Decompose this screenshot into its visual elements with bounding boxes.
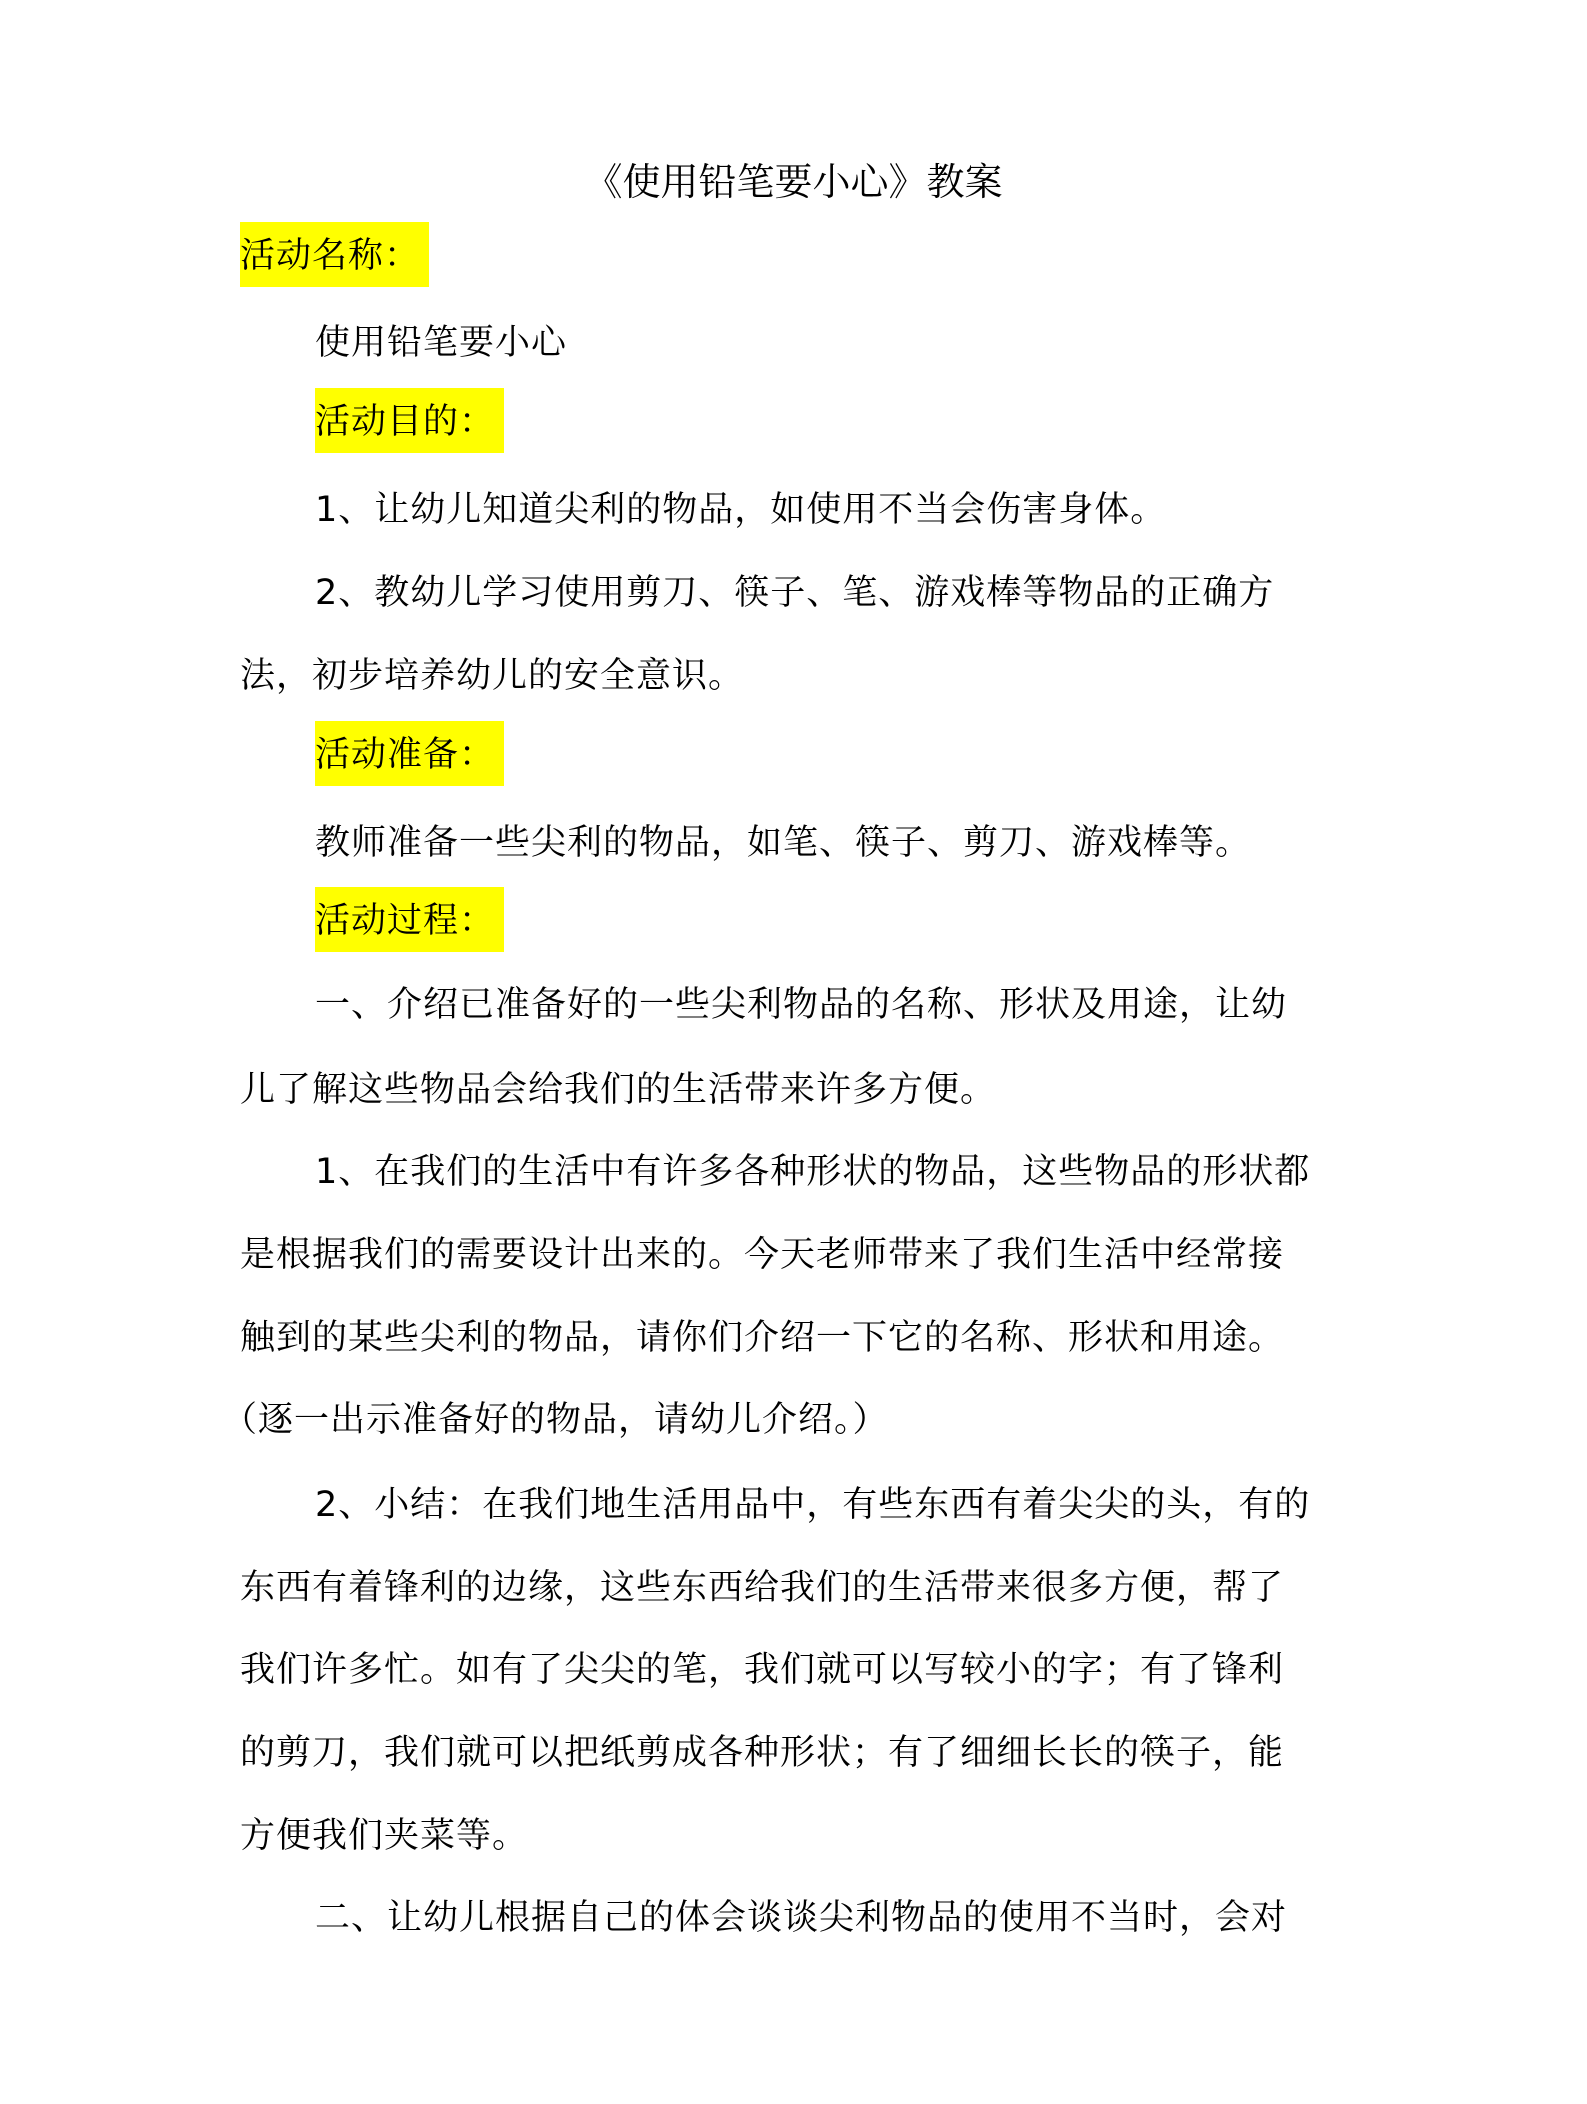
goal-item-2-line-2: 法，初步培养幼儿的安全意识。 [240,656,745,696]
step-1-2-line-5: 方便我们夹菜等。 [240,1816,529,1856]
document-title: 《使用铅笔要小心》教案 [584,160,1003,204]
step-1-2-line-1: 2、小结：在我们地生活用品中，有些东西有着尖尖的头，有的 [315,1485,1311,1525]
heading-activity-name: 活动名称： [240,222,429,287]
heading-activity-prep: 活动准备： [315,721,504,786]
goal-item-1: 1、让幼儿知道尖利的物品，如使用不当会伤害身体。 [315,490,1167,530]
step-2-line-1: 二、让幼儿根据自己的体会谈谈尖利物品的使用不当时，会对 [315,1898,1288,1938]
goal-item-2-line-1: 2、教幼儿学习使用剪刀、筷子、笔、游戏棒等物品的正确方 [315,573,1275,613]
step-1-2-line-3: 我们许多忙。如有了尖尖的笔，我们就可以写较小的字；有了锋利 [240,1650,1285,1690]
step-1-1-line-3: 触到的某些尖利的物品，请你们介绍一下它的名称、形状和用途。 [240,1318,1285,1358]
step-1-2-line-4: 的剪刀，我们就可以把纸剪成各种形状；有了细细长长的筷子，能 [240,1733,1285,1773]
step-1-2-line-2: 东西有着锋利的边缘，这些东西给我们的生活带来很多方便，帮了 [240,1568,1285,1608]
step-1-1-line-4: （逐一出示准备好的物品，请幼儿介绍。） [222,1400,889,1440]
prep-value: 教师准备一些尖利的物品，如笔、筷子、剪刀、游戏棒等。 [315,823,1252,863]
heading-activity-process: 活动过程： [315,887,504,952]
step-1-line-2: 儿了解这些物品会给我们的生活带来许多方便。 [240,1070,997,1110]
activity-name-value: 使用铅笔要小心 [315,323,568,363]
step-1-1-line-2: 是根据我们的需要设计出来的。今天老师带来了我们生活中经常接 [240,1235,1285,1275]
heading-activity-goal: 活动目的： [315,388,504,453]
step-1-1-line-1: 1、在我们的生活中有许多各种形状的物品，这些物品的形状都 [315,1152,1311,1192]
step-1-line-1: 一、介绍已准备好的一些尖利物品的名称、形状及用途，让幼 [315,985,1288,1025]
